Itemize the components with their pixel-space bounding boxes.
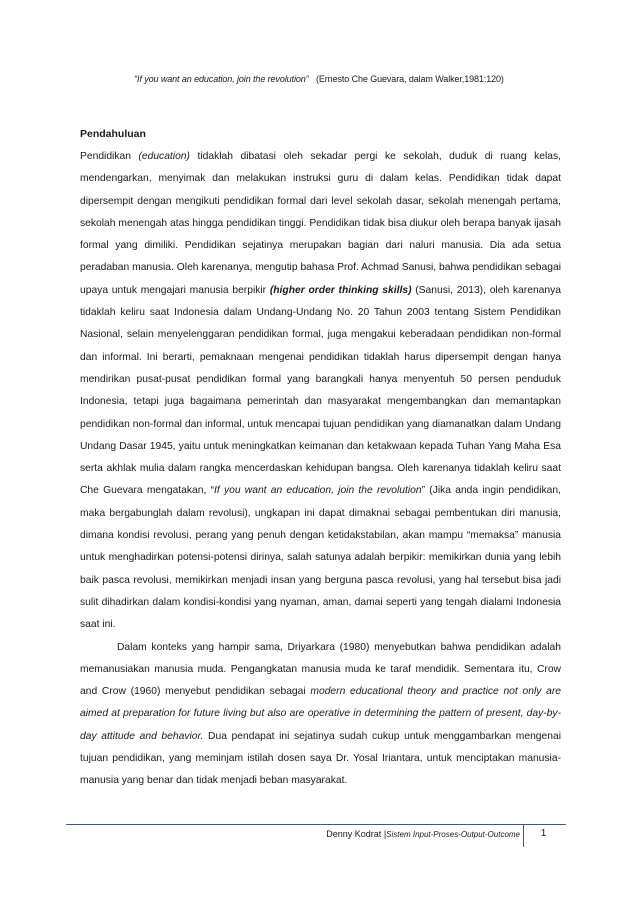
paragraph-1-italic: (education) — [138, 151, 190, 162]
footer-subtitle: Sistem Input-Proses-Output-Outcome — [386, 830, 520, 839]
footer-separator: | — [383, 829, 387, 839]
paragraph-1-text: ” (Jika anda ingin pendidikan, maka bergabunglah dalam revolusi), ungkapan ini dapat dimaknai sebagai pembentukan diri manusia, dimana kondisi revolusi, perang yang penuh dengan ketidakstabilan, akan mampu “memaksa” manusia untuk menghadirkan potensi-potensi dirinya, salah satunya adalah berpikir: memikirkan dunia yang lebih baik pasca revolusi, memikirkan menjadi insan yang berguna pasca revolusi, yang hal tersebut bisa jadi sulit dihadirkan dalam kondisi-kondisi yang nyaman, aman, damai seperti yang tengah dialami Indonesia saat ini. — [80, 485, 561, 631]
paragraph-2-text: Dua pendapat ini sejatinya sudah cukup untuk menggambarkan mengenai tujuan pendidikan, yang meminjam istilah dosen saya Dr. Yosal Iriantara, untuk menciptakan manusia-manusia yang benar dan tidak menjadi beban masyarakat. — [80, 730, 561, 787]
footer-author: Denny Kodrat — [326, 829, 382, 839]
epigraph-attribution: (Ernesto Che Guevara, dalam Walker,1981:120) — [315, 74, 504, 84]
epigraph-quote: “If you want an education, join the revolution” — [134, 74, 309, 84]
paragraph-1-text: tidaklah dibatasi oleh sekadar pergi ke sekolah, duduk di ruang kelas, mendengarkan, menyimak dan melakukan instruksi guru di dalam kelas. Pendidikan tidak dapat dipersempit dengan mengikuti pendidikan formal dari level sekolah dasar, sekolah menengah pertama, sekolah menengah atas hingga pendidikan tinggi. Pendidikan tidak bisa diukur oleh berapa banyak ijasah formal yang dimiliki. Pendidikan sejatinya merupakan bagian dari naluri manusia. Dia ada setua peradaban manusia. Oleh karenanya, mengutip bahasa Prof. Achmad Sanusi, bahwa pendidikan sebagai upaya untuk mengajari manusia berpikir — [80, 151, 561, 296]
paragraph-1-italic: (higher order thinking skills) — [269, 284, 412, 296]
paragraph-1 — [80, 146, 561, 637]
paragraph-1-text: Pendidikan — [80, 151, 139, 162]
paragraph-2-italic: modern educational theory and practice not only are aimed at preparation for future living but also are operative in determining the pattern of present, day-by-day attitude and behavior. — [80, 686, 561, 742]
footer-rule — [66, 824, 566, 825]
page-number: 1 — [523, 825, 563, 847]
section-heading: Pendahuluan — [80, 128, 146, 140]
paragraph-2 — [80, 637, 561, 793]
body-text — [80, 146, 561, 793]
paragraph-1-text: (Sanusi, 2013), oleh karenanya tidaklah keliru saat Indonesia dalam Undang-Undang No. 20 Tahun 2003 tentang Sistem Pendidikan Nasional, selain menyelenggaran pendidikan formal, juga mengakui keberadaan pendidikan non-formal dan informal. Ini berarti, pemaknaan mengenai pendidikan tidaklah harus dipersempit dengan hanya mendirikan pusat-pusat pendidikan formal yang barangkali hanya menyentuh 50 persen penduduk Indonesia, tetapi juga bagaimana pemerintah dan masyarakat mengembangkan dan memantapkan pendidikan non-formal dan informal, untuk mencapai tujuan pendidikan yang diamanatkan dalam Undang Undang Dasar 1945, yaitu untuk meningkatkan keimanan dan ketakwaan kepada Tuhan Yang Maha Esa serta akhlak mulia dalam rangka mencerdaskan kehidupan bangsa. Oleh karenanya tidaklah keliru saat Che Guevara mengatakan, “ — [80, 284, 561, 497]
paragraph-1-italic: If you want an education, join the revolution — [214, 485, 422, 497]
paragraph-2-text: Dalam konteks yang hampir sama, Driyarkara (1980) menyebutkan bahwa pendidikan adalah memanusiakan manusia muda. Pengangkatan manusia muda ke taraf mendidik. Sementara itu, Crow and Crow (1960) menyebut pendidikan sebagai — [80, 641, 561, 698]
page-footer — [80, 829, 520, 839]
epigraph — [0, 74, 638, 84]
